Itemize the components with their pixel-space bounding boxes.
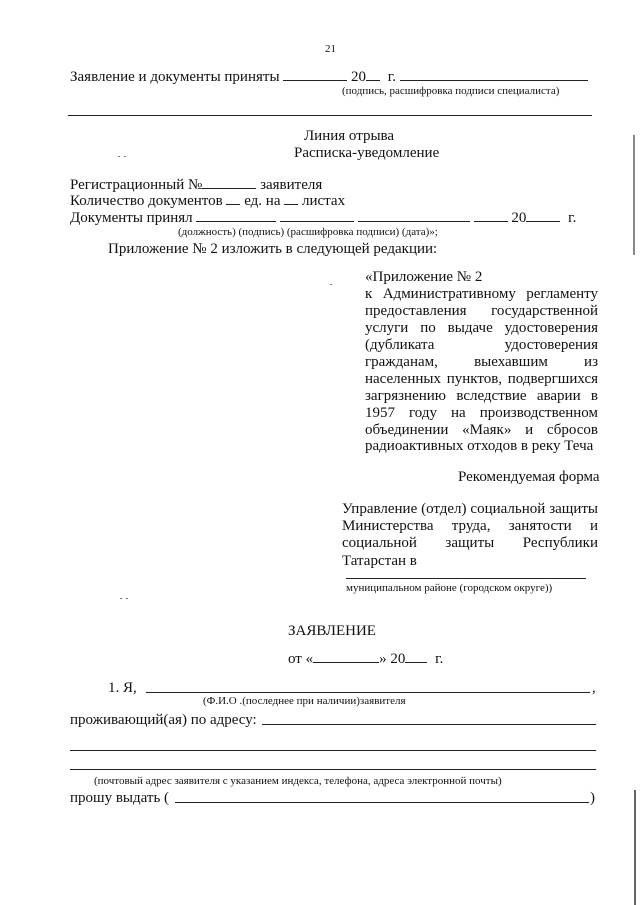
appendix-line: гражданам, выехавшим из bbox=[365, 354, 598, 370]
receipt-accepted-line bbox=[70, 209, 576, 227]
appendix-title: «Приложение № 2 bbox=[365, 269, 483, 285]
page-number: 21 bbox=[325, 43, 336, 55]
municipality-blank bbox=[346, 578, 586, 579]
recommended-form-label: Рекомендуемая форма bbox=[458, 469, 600, 485]
accepted-date-blank bbox=[283, 68, 347, 81]
appendix-line: (дубликата удостоверения bbox=[365, 337, 598, 353]
receipt-year: 20 bbox=[511, 210, 527, 226]
accepted-signature-blank bbox=[400, 68, 588, 81]
accepted-year: 20 bbox=[351, 69, 367, 85]
fio-blank bbox=[146, 692, 590, 693]
scan-speck bbox=[118, 156, 120, 157]
appendix-intro: Приложение № 2 изложить в следующей редакции: bbox=[108, 241, 438, 257]
appendix-line: к Административному регламенту bbox=[365, 286, 598, 302]
receipt-title: Расписка-уведомление bbox=[294, 145, 440, 161]
municipality-caption: муниципальном районе (городском округе)) bbox=[346, 582, 553, 594]
fio-comma: , bbox=[592, 680, 596, 696]
tear-line-label: Линия отрыва bbox=[304, 128, 395, 144]
appendix-line: загрязнению вследствие аварии в bbox=[365, 388, 598, 404]
address-blank-3 bbox=[70, 769, 596, 770]
addressee-line-last: Татарстан в bbox=[342, 553, 417, 569]
count-sheets-blank bbox=[284, 192, 298, 205]
receipt-year-blank bbox=[526, 209, 560, 222]
receipt-g: г. bbox=[568, 210, 577, 226]
address-caption: (почтовый адрес заявителя с указанием индекса, телефона, адреса электронной почты) bbox=[94, 775, 502, 787]
accepted-year-blank bbox=[366, 68, 380, 81]
reg-label: Регистрационный № bbox=[70, 177, 203, 193]
fio-caption: (Ф.И.О .(последнее при наличии)заявителя bbox=[203, 695, 406, 707]
appendix-line: услуги по выдаче удостоверения bbox=[365, 320, 598, 336]
date-g: г. bbox=[435, 651, 444, 667]
item-one-label: 1. Я, bbox=[108, 680, 137, 696]
form-title: ЗАЯВЛЕНИЕ bbox=[288, 623, 376, 639]
separator-line bbox=[68, 115, 592, 116]
receipt-count-line bbox=[70, 192, 345, 210]
scan-speck bbox=[124, 156, 126, 157]
request-close-paren: ) bbox=[590, 790, 595, 806]
reg-suffix: заявителя bbox=[260, 177, 323, 193]
accepted-caption: (подпись, расшифровка подписи специалиста) bbox=[342, 85, 560, 97]
addressee-line: Министерства труда, занятости и bbox=[342, 518, 598, 534]
scan-speck bbox=[330, 284, 332, 285]
scan-edge-right-bottom bbox=[634, 790, 636, 905]
date-mid: » 20 bbox=[379, 651, 406, 667]
count-suffix: листах bbox=[302, 193, 346, 209]
receipt-caption: (должность) (подпись) (расшифровка подписи) (дата)»; bbox=[178, 226, 438, 238]
reg-number-blank bbox=[202, 176, 256, 189]
accepted-g: г. bbox=[387, 69, 396, 85]
signature-blank bbox=[280, 209, 354, 222]
count-units-blank bbox=[226, 192, 240, 205]
appendix-line: объединении «Маяк» и сбросов bbox=[365, 422, 598, 438]
accepted-line bbox=[70, 68, 588, 86]
accepted-by-label: Документы принял bbox=[70, 210, 193, 226]
scan-edge-right-top bbox=[633, 135, 635, 255]
appendix-line: населенных пунктов, подвергшихся bbox=[365, 371, 598, 387]
scan-speck bbox=[126, 598, 128, 599]
date-prefix: от « bbox=[288, 651, 314, 667]
appendix-line: предоставления государственной bbox=[365, 303, 598, 319]
position-blank bbox=[196, 209, 276, 222]
date-day-blank bbox=[313, 650, 379, 663]
address-blank-2 bbox=[70, 750, 596, 751]
count-mid: ед. на bbox=[244, 193, 281, 209]
request-label: прошу выдать ( bbox=[70, 790, 170, 806]
count-label: Количество документов bbox=[70, 193, 223, 209]
addressee-line: социальной защиты Республики bbox=[342, 535, 598, 551]
form-date-line bbox=[288, 650, 443, 668]
date-blank bbox=[474, 209, 508, 222]
accepted-prefix: Заявление и документы приняты bbox=[70, 69, 280, 85]
appendix-line: 1957 году на производственном bbox=[365, 405, 598, 421]
request-blank bbox=[175, 802, 589, 803]
decoding-blank bbox=[358, 209, 470, 222]
appendix-last-line: радиоактивных отходов в реку Теча bbox=[365, 438, 594, 454]
addressee-line: Управление (отдел) социальной защиты bbox=[342, 501, 598, 517]
address-label: проживающий(ая) по адресу: bbox=[70, 712, 257, 728]
date-year-blank bbox=[405, 650, 427, 663]
address-blank-1 bbox=[262, 724, 596, 725]
scan-speck bbox=[120, 598, 122, 599]
